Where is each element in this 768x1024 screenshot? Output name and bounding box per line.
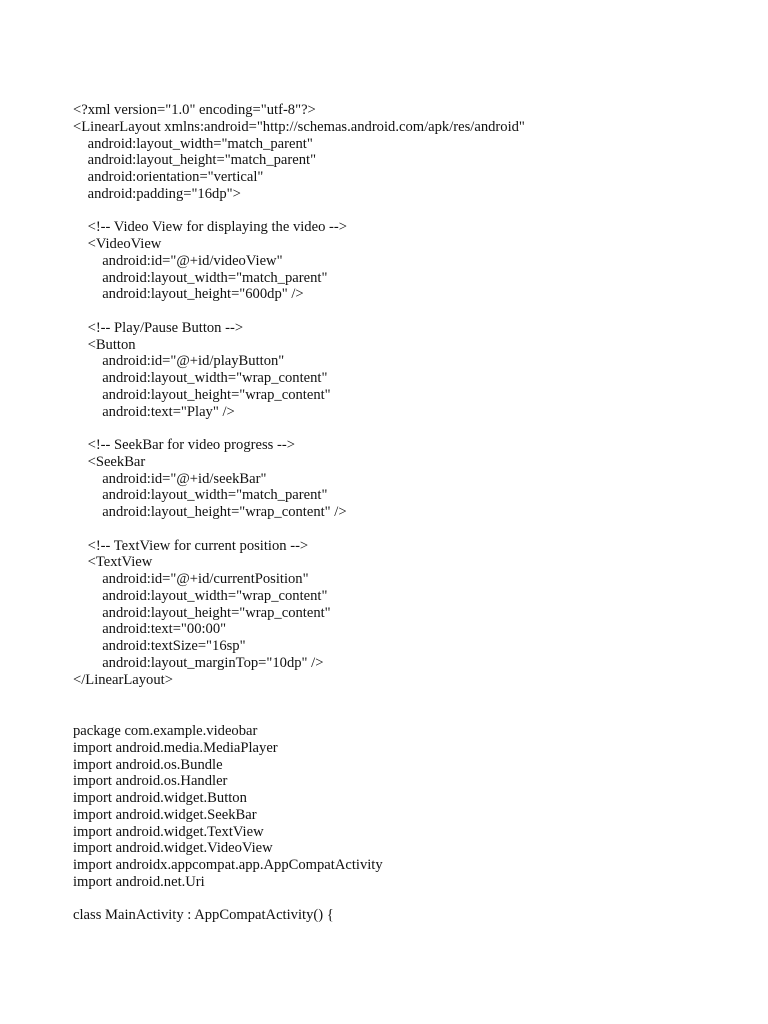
kotlin-code — [73, 723, 383, 924]
package-declaration: package com.example.videobar — [73, 723, 258, 739]
code-line: android:id="@+id/playButton" — [73, 353, 285, 370]
import-line: import android.widget.TextView — [73, 823, 264, 840]
code-line: <LinearLayout xmlns:android="http://schemas.android.com/apk/res/android" — [73, 118, 525, 135]
blank-line — [73, 203, 525, 220]
code-line: android:id="@+id/seekBar" — [73, 470, 267, 487]
code-line: <VideoView — [73, 236, 162, 252]
import-line: import androidx.appcompat.app.AppCompatActivity — [73, 857, 383, 873]
code-line: android:text="Play" /> — [73, 403, 235, 420]
import-line: import android.os.Bundle — [73, 756, 223, 773]
code-line: android:layout_height="match_parent" — [73, 152, 317, 169]
import-line: import android.net.Uri — [73, 873, 205, 890]
code-line: android:id="@+id/currentPosition" — [73, 571, 309, 587]
blank-line — [73, 420, 525, 437]
code-comment: <!-- Play/Pause Button --> — [73, 319, 244, 336]
class-declaration: class MainActivity : AppCompatActivity() { — [73, 907, 334, 924]
code-line: android:layout_height="600dp" /> — [73, 286, 304, 303]
xml-layout-code — [73, 102, 525, 688]
code-line: android:layout_width="match_parent" — [73, 135, 313, 152]
code-line: android:layout_width="match_parent" — [73, 487, 328, 504]
code-line: android:text="00:00" — [73, 621, 227, 638]
code-line: android:layout_height="wrap_content" /> — [73, 504, 347, 520]
code-line: android:layout_width="wrap_content" — [73, 370, 328, 386]
code-line: </LinearLayout> — [73, 671, 173, 688]
code-comment: <!-- Video View for displaying the video --> — [73, 219, 347, 236]
code-line: <?xml version="1.0" encoding="utf-8"?> — [73, 102, 316, 118]
import-line: import android.widget.Button — [73, 790, 247, 806]
code-comment: <!-- SeekBar for video progress --> — [73, 437, 295, 453]
code-line: android:id="@+id/videoView" — [73, 252, 283, 269]
code-line: <TextView — [73, 554, 153, 571]
blank-line — [73, 891, 383, 908]
code-line: android:padding="16dp"> — [73, 185, 241, 202]
blank-line — [73, 303, 525, 320]
import-line: import android.media.MediaPlayer — [73, 739, 278, 756]
code-line: android:orientation="vertical" — [73, 169, 264, 185]
import-line: import android.widget.SeekBar — [73, 806, 257, 823]
code-line: android:layout_marginTop="10dp" /> — [73, 654, 324, 671]
code-comment: <!-- TextView for current position --> — [73, 537, 309, 554]
code-line: android:layout_height="wrap_content" — [73, 604, 331, 621]
code-line: android:layout_width="wrap_content" — [73, 587, 328, 604]
code-line: android:layout_height="wrap_content" — [73, 386, 331, 403]
code-line: android:layout_width="match_parent" — [73, 269, 328, 286]
blank-line — [73, 521, 525, 538]
import-line: import android.widget.VideoView — [73, 840, 273, 857]
code-line: <SeekBar — [73, 453, 146, 470]
code-line: <Button — [73, 336, 136, 353]
import-line: import android.os.Handler — [73, 773, 228, 790]
code-line: android:textSize="16sp" — [73, 638, 246, 654]
